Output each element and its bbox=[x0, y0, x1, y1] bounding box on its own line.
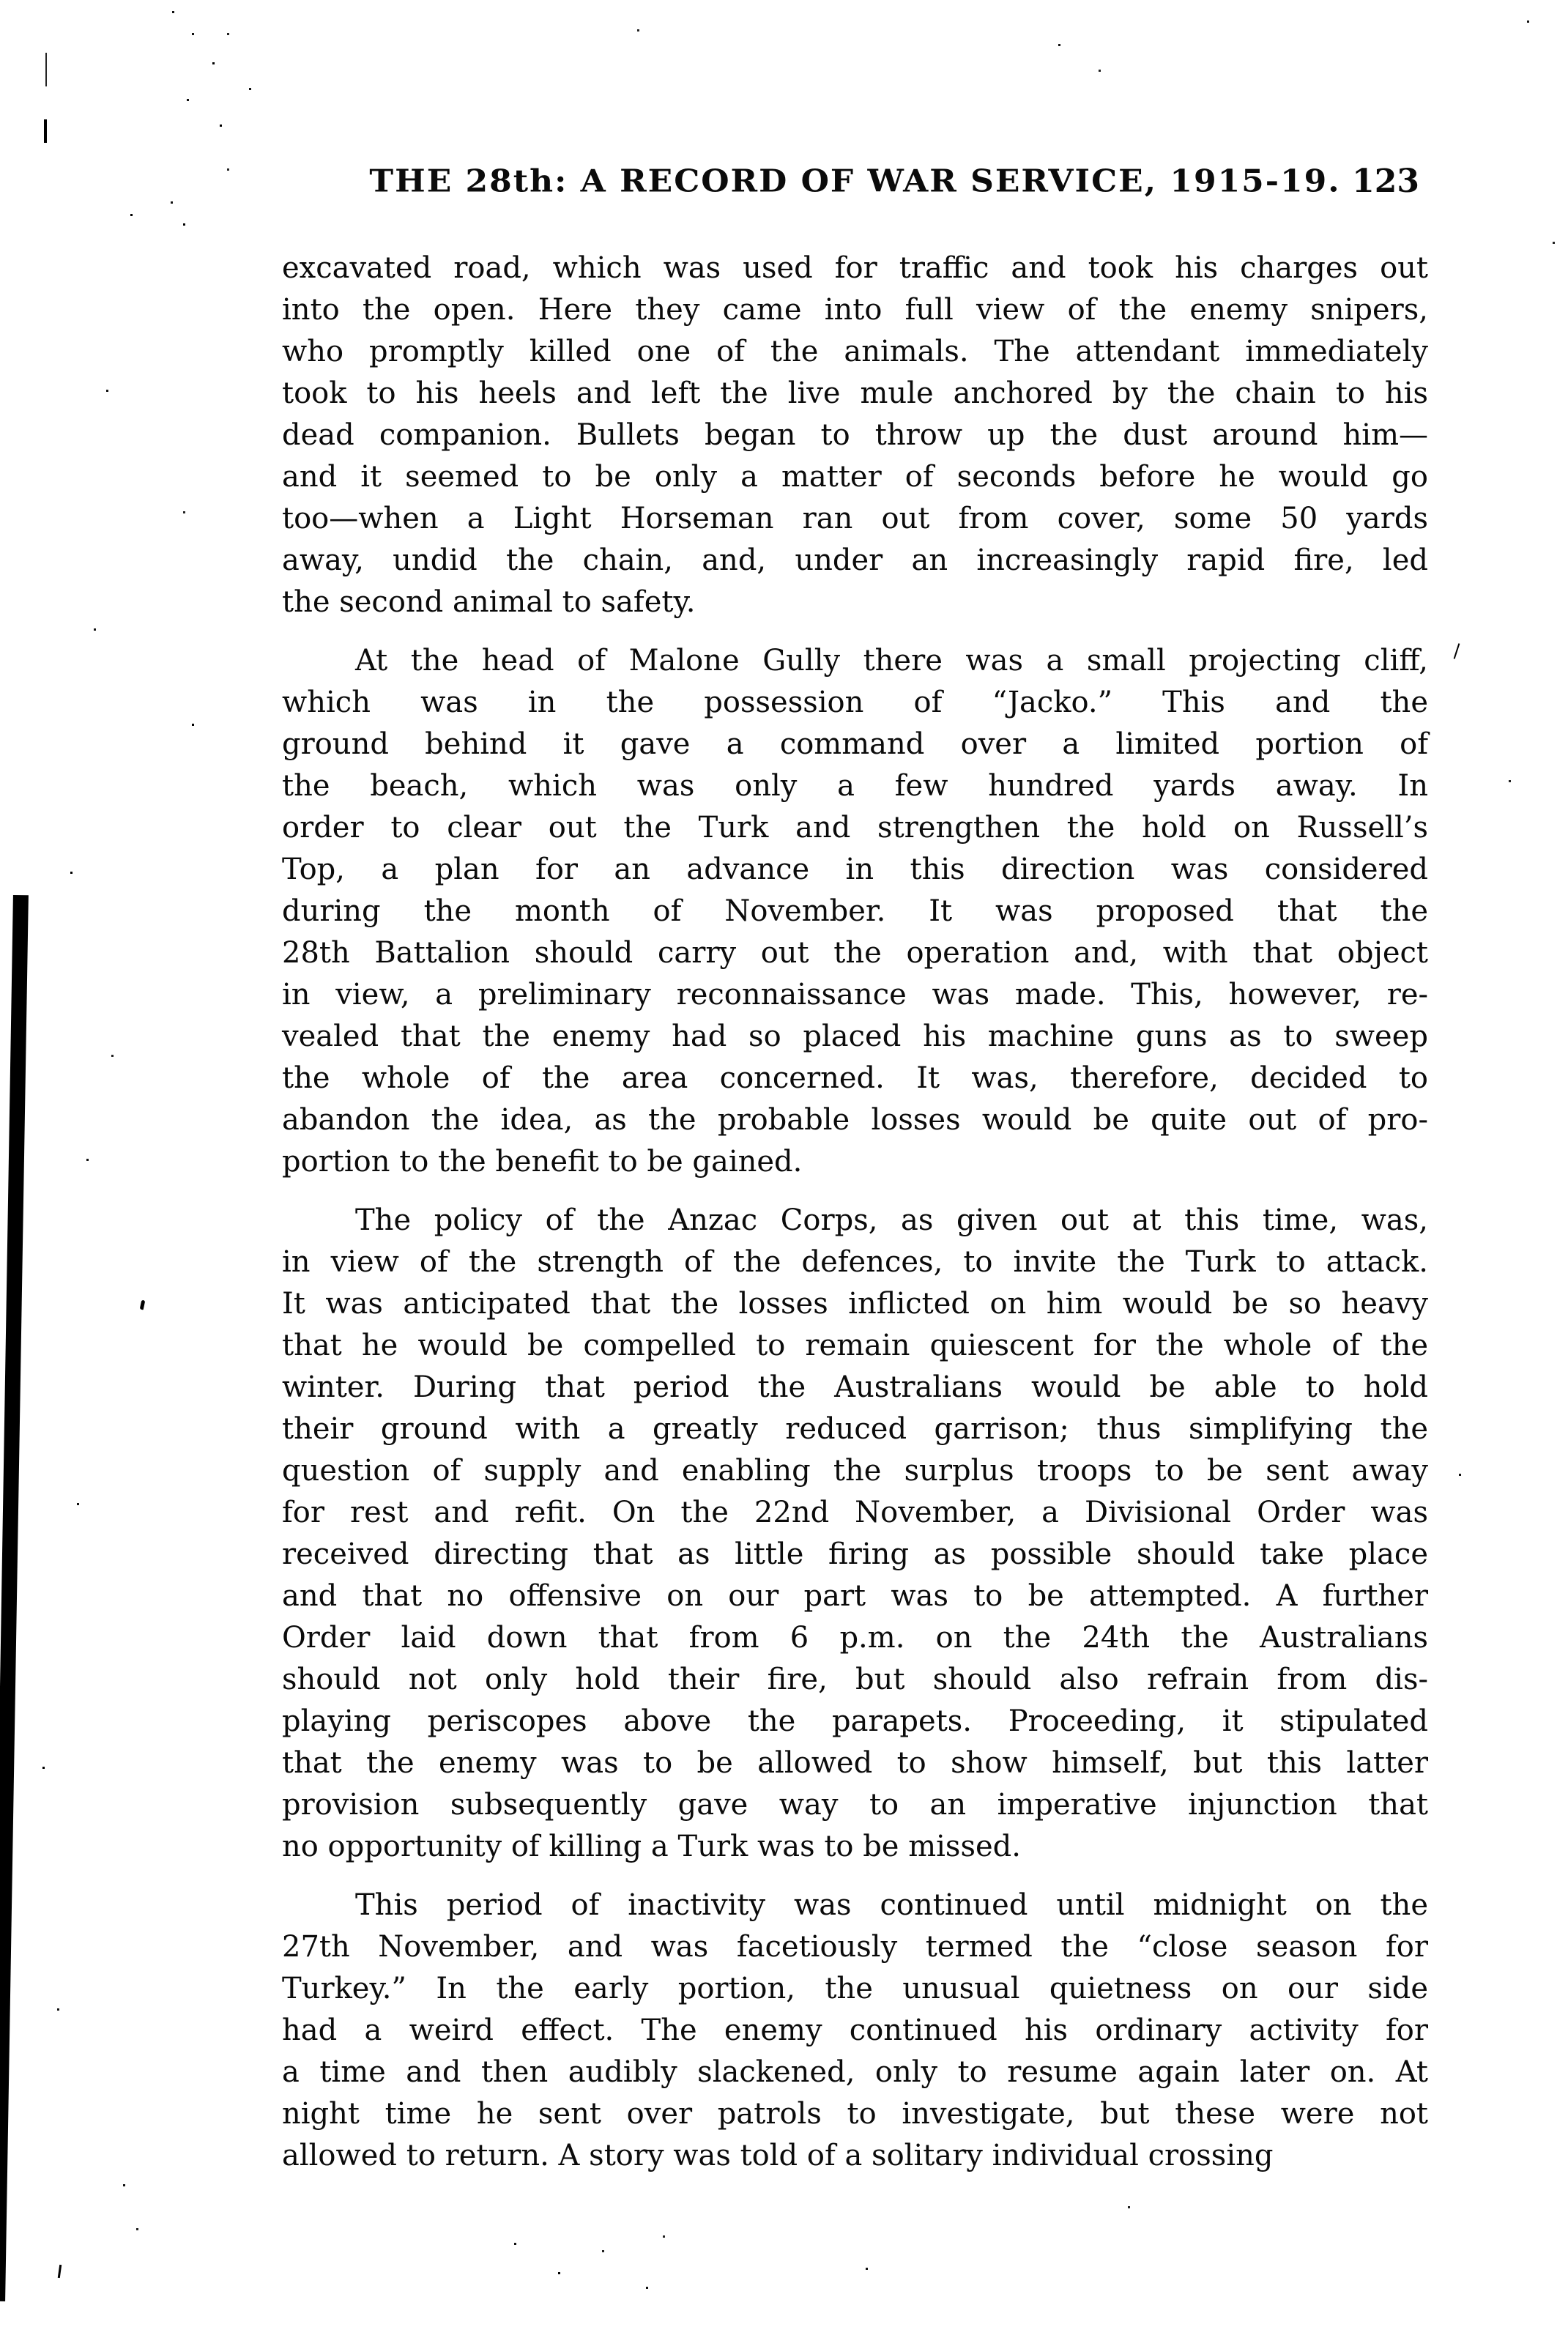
text-line: abandon the idea, as the probable losses would be quite out of pro- bbox=[282, 1103, 1428, 1137]
scan-mark bbox=[58, 2265, 62, 2278]
text-line: that the enemy was to be allowed to show himself, but this latter bbox=[282, 1746, 1428, 1780]
text-line: portion to the benefit to be gained. bbox=[282, 1145, 803, 1179]
text-line: 27th November, and was facetiously termed the “close season for bbox=[282, 1930, 1428, 1964]
text-line: question of supply and enabling the surplus troops to be sent away bbox=[282, 1454, 1428, 1488]
paragraph bbox=[282, 1200, 1428, 1868]
text-line: playing periscopes above the parapets. Proceeding, it stipulated bbox=[282, 1704, 1428, 1738]
binding-shadow bbox=[0, 895, 29, 2301]
scan-mark bbox=[45, 53, 47, 86]
text-line: allowed to return. A story was told of a solitary individual crossing bbox=[282, 2139, 1274, 2172]
text-line: the beach, which was only a few hundred yards away. In bbox=[282, 769, 1428, 803]
page-header bbox=[282, 163, 1428, 207]
text-line: received directing that as little firing as possible should take place bbox=[282, 1537, 1428, 1571]
text-line: excavated road, which was used for traffic and took his charges out bbox=[282, 251, 1428, 285]
text-line: the second animal to safety. bbox=[282, 585, 696, 619]
text-line: dead companion. Bullets began to throw up the dust around him— bbox=[282, 418, 1428, 452]
scan-mark bbox=[44, 119, 47, 143]
text-line: It was anticipated that the losses inflicted on him would be so heavy bbox=[282, 1287, 1428, 1321]
text-line: a time and then audibly slackened, only to resume again later on. At bbox=[282, 2055, 1428, 2089]
text-line: provision subsequently gave way to an imperative injunction that bbox=[282, 1788, 1428, 1822]
text-line: their ground with a greatly reduced garrison; thus simplifying the bbox=[282, 1412, 1428, 1446]
scan-noise bbox=[0, 0, 2, 2]
text-line: that he would be compelled to remain quiescent for the whole of the bbox=[282, 1329, 1428, 1362]
text-line: Order laid down that from 6 p.m. on the 24th the Australians bbox=[282, 1621, 1428, 1655]
text-line: winter. During that period the Australians would be able to hold bbox=[282, 1370, 1428, 1404]
text-line: away, undid the chain, and, under an increasingly rapid fire, led bbox=[282, 543, 1428, 577]
text-line: The policy of the Anzac Corps, as given out at this time, was, bbox=[355, 1203, 1428, 1237]
body-text bbox=[282, 248, 1428, 2177]
page-number: 123 bbox=[1352, 163, 1419, 200]
text-line: which was in the possession of “Jacko.” This and the bbox=[282, 686, 1428, 719]
text-line: 28th Battalion should carry out the operation and, with that object bbox=[282, 936, 1428, 970]
text-line: and it seemed to be only a matter of seconds before he would go bbox=[282, 460, 1428, 494]
text-line: and that no offensive on our part was to be attempted. A further bbox=[282, 1579, 1428, 1613]
text-line: who promptly killed one of the animals. The attendant immediately bbox=[282, 335, 1428, 368]
text-line: had a weird effect. The enemy continued his ordinary activity for bbox=[282, 2014, 1428, 2047]
text-line: during the month of November. It was proposed that the bbox=[282, 894, 1428, 928]
text-line: ground behind it gave a command over a limited portion of bbox=[282, 727, 1428, 761]
text-line: for rest and refit. On the 22nd November, a Divisional Order was bbox=[282, 1496, 1428, 1529]
paragraph bbox=[282, 1885, 1428, 2177]
paragraph bbox=[282, 640, 1428, 1183]
scan-mark bbox=[1454, 643, 1460, 659]
text-line: Top, a plan for an advance in this direction was considered bbox=[282, 853, 1428, 886]
text-line: vealed that the enemy had so placed his machine guns as to sweep bbox=[282, 1020, 1428, 1053]
text-line: too—when a Light Horseman ran out from cover, some 50 yards bbox=[282, 502, 1428, 535]
text-line: into the open. Here they came into full view of the enemy snipers, bbox=[282, 293, 1428, 327]
text-line: should not only hold their fire, but should also refrain from dis- bbox=[282, 1663, 1428, 1696]
running-title: THE 28th: A RECORD OF WAR SERVICE, 1915-19. bbox=[369, 163, 1341, 199]
text-line: Turkey.” In the early portion, the unusual quietness on our side bbox=[282, 1972, 1428, 2005]
text-line: in view, a preliminary reconnaissance was made. This, however, re- bbox=[282, 978, 1428, 1012]
scan-mark bbox=[140, 1300, 146, 1310]
text-line: This period of inactivity was continued until midnight on the bbox=[355, 1888, 1428, 1922]
text-line: night time he sent over patrols to investigate, but these were not bbox=[282, 2097, 1428, 2131]
text-line: the whole of the area concerned. It was, therefore, decided to bbox=[282, 1061, 1428, 1095]
paragraph bbox=[282, 248, 1428, 623]
text-line: At the head of Malone Gully there was a small projecting cliff, bbox=[355, 644, 1428, 678]
text-line: took to his heels and left the live mule anchored by the chain to his bbox=[282, 376, 1428, 410]
text-line: order to clear out the Turk and strengthen the hold on Russell’s bbox=[282, 811, 1428, 845]
text-line: no opportunity of killing a Turk was to be missed. bbox=[282, 1830, 1021, 1863]
text-line: in view of the strength of the defences, to invite the Turk to attack. bbox=[282, 1245, 1428, 1279]
